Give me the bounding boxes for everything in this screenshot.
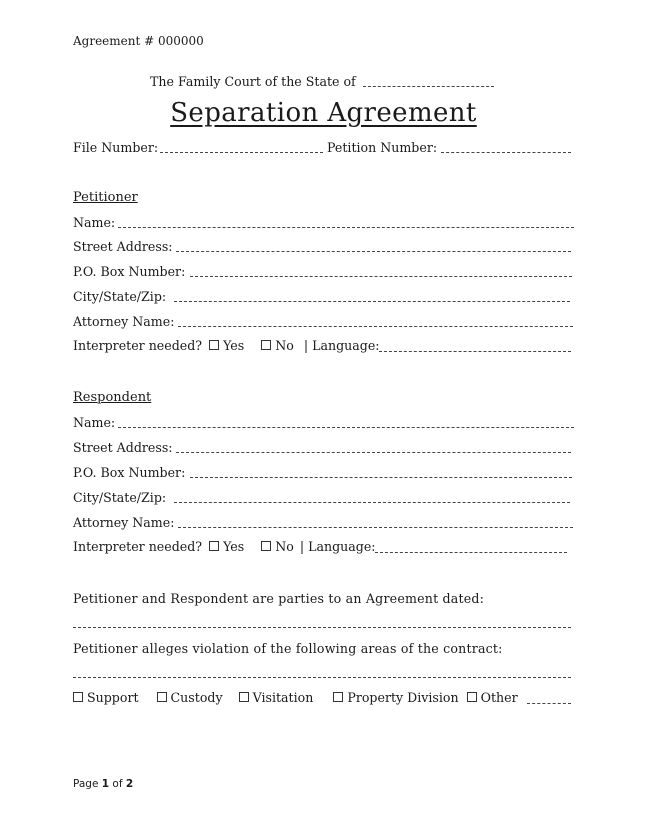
agreement-dated-text: Petitioner and Respondent are parties to an Agreement dated: <box>73 591 485 606</box>
respondent-yes-checkbox[interactable] <box>209 541 219 551</box>
petitioner-language-field[interactable] <box>379 351 571 352</box>
custody-checkbox[interactable] <box>157 692 167 702</box>
respondent-interpreter-label: Interpreter needed? <box>73 539 203 554</box>
respondent-no-label: No <box>275 539 294 554</box>
petitioner-name-label: Name: <box>73 215 116 230</box>
support-label: Support <box>87 690 139 705</box>
petitioner-city-label: City/State/Zip: <box>73 289 167 304</box>
respondent-pobox-field[interactable] <box>190 477 572 478</box>
total-pages: 2 <box>125 778 134 790</box>
respondent-interpreter-row <box>73 538 376 556</box>
file-number-label: File Number: <box>73 140 159 155</box>
court-line: The Family Court of the State of <box>150 74 356 89</box>
petitioner-no-checkbox[interactable] <box>261 340 271 350</box>
violation-areas-row <box>73 689 518 707</box>
respondent-yes-label: Yes <box>223 539 245 554</box>
page-number <box>73 778 133 790</box>
respondent-name-label: Name: <box>73 415 116 430</box>
custody-label: Custody <box>170 690 223 705</box>
other-label: Other <box>480 690 518 705</box>
state-field[interactable] <box>363 86 494 87</box>
petition-number-label: Petition Number: <box>327 140 438 155</box>
visitation-label: Visitation <box>252 690 314 705</box>
petitioner-attorney-field[interactable] <box>178 326 573 327</box>
visitation-checkbox[interactable] <box>239 692 249 702</box>
respondent-attorney-field[interactable] <box>178 527 573 528</box>
property-division-label: Property Division <box>347 690 459 705</box>
respondent-attorney-label: Attorney Name: <box>73 515 175 530</box>
petitioner-interpreter-row <box>73 337 380 355</box>
agreement-number: Agreement # 000000 <box>73 34 204 48</box>
respondent-street-field[interactable] <box>176 452 571 453</box>
petitioner-yes-label: Yes <box>223 338 245 353</box>
of-word: of <box>112 778 123 790</box>
petitioner-no-label: No <box>275 338 294 353</box>
support-checkbox[interactable] <box>73 692 83 702</box>
petitioner-language-label: | Language: <box>303 338 380 353</box>
petitioner-attorney-label: Attorney Name: <box>73 314 175 329</box>
respondent-language-field[interactable] <box>375 552 567 553</box>
violation-field[interactable] <box>73 677 571 678</box>
other-field[interactable] <box>527 703 571 704</box>
petitioner-interpreter-label: Interpreter needed? <box>73 338 203 353</box>
petitioner-yes-checkbox[interactable] <box>209 340 219 350</box>
page-title: Separation Agreement <box>170 98 477 128</box>
petitioner-heading: Petitioner <box>73 190 138 205</box>
petitioner-pobox-label: P.O. Box Number: <box>73 264 186 279</box>
respondent-city-label: City/State/Zip: <box>73 490 167 505</box>
agreement-date-field[interactable] <box>73 627 571 628</box>
petition-number-field[interactable] <box>441 152 571 153</box>
respondent-heading: Respondent <box>73 390 152 405</box>
respondent-pobox-label: P.O. Box Number: <box>73 465 186 480</box>
page-word: Page <box>73 778 99 790</box>
respondent-no-checkbox[interactable] <box>261 541 271 551</box>
violation-text: Petitioner alleges violation of the following areas of the contract: <box>73 641 503 656</box>
respondent-city-field[interactable] <box>174 502 570 503</box>
file-number-field[interactable] <box>160 152 323 153</box>
respondent-name-field[interactable] <box>118 427 574 428</box>
respondent-language-label: | Language: <box>299 539 376 554</box>
other-checkbox[interactable] <box>467 692 477 702</box>
petitioner-city-field[interactable] <box>174 301 570 302</box>
respondent-street-label: Street Address: <box>73 440 173 455</box>
current-page: 1 <box>101 778 110 790</box>
petitioner-street-field[interactable] <box>176 251 571 252</box>
petitioner-name-field[interactable] <box>118 227 574 228</box>
property-division-checkbox[interactable] <box>333 692 343 702</box>
petitioner-pobox-field[interactable] <box>190 276 572 277</box>
petitioner-street-label: Street Address: <box>73 239 173 254</box>
